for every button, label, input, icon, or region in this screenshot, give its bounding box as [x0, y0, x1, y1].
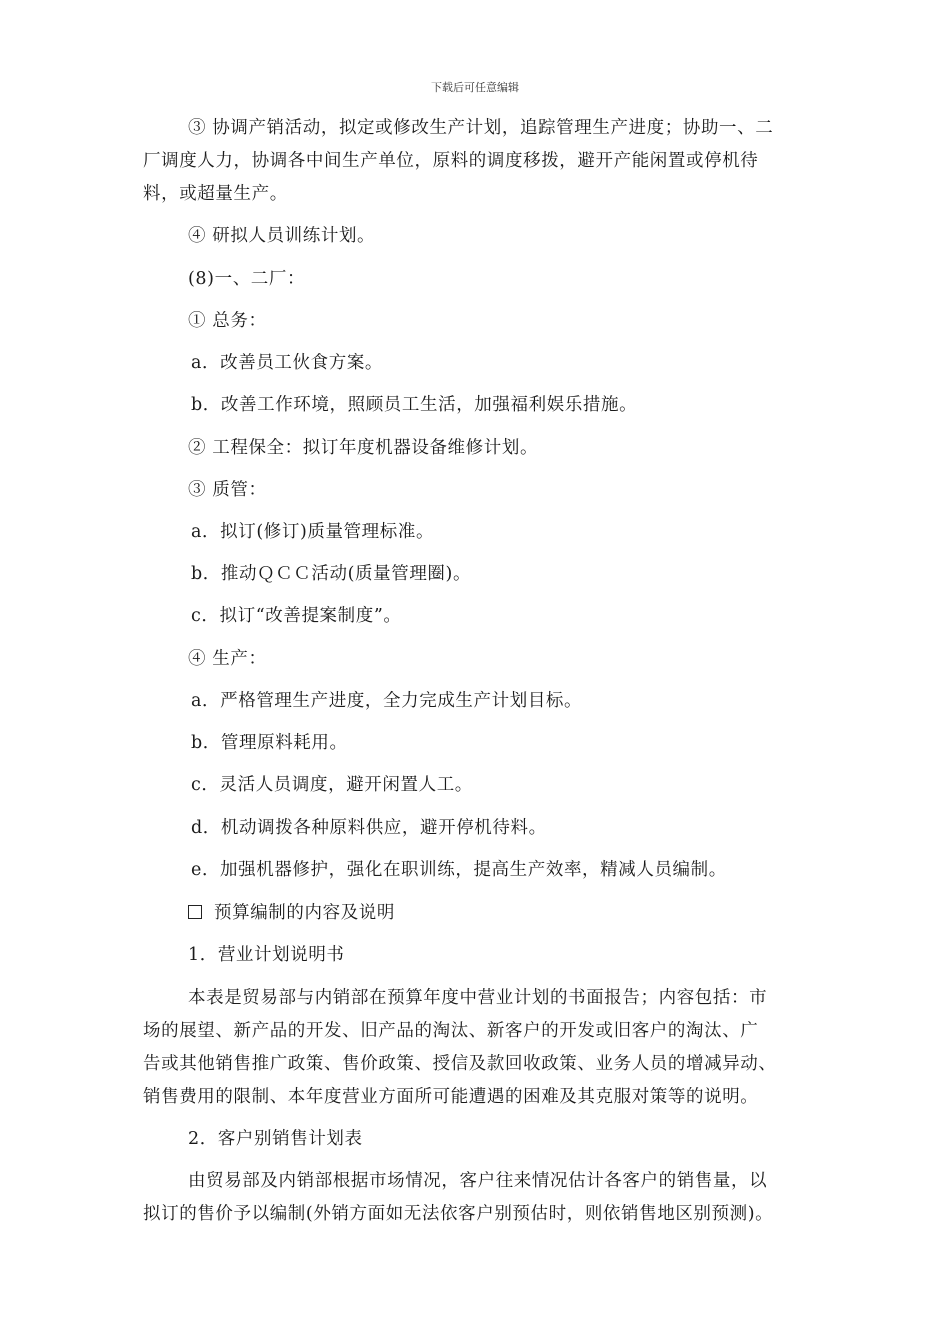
paragraph-line: 场的展望、新产品的开发、旧产品的淘汰、新客户的开发或旧客户的淘汰、广 [143, 1021, 759, 1041]
list-item: a．严格管理生产进度，全力完成生产计划目标。 [191, 691, 583, 711]
paragraph-line: ③ 协调产销活动，拟定或修改生产计划，追踪管理生产进度；协助一、二 [188, 118, 774, 138]
section-label: (8)一、二厂： [188, 269, 306, 289]
page-header: 下载后可任意编辑 [431, 81, 519, 94]
list-item: c．拟订“改善提案制度”。 [191, 606, 402, 626]
list-item: ① 总务： [188, 311, 267, 331]
subsection-title: 2．客户别销售计划表 [188, 1129, 363, 1149]
list-item: ② 工程保全：拟订年度机器设备维修计划。 [188, 438, 539, 458]
list-item: a．改善员工伙食方案。 [191, 353, 384, 373]
list-item: b．改善工作环境，照顾员工生活，加强福利娱乐措施。 [191, 395, 638, 415]
list-item: e．加强机器修护，强化在职训练，提高生产效率，精减人员编制。 [191, 860, 727, 880]
list-item: b．管理原料耗用。 [191, 733, 348, 753]
list-item: ③ 质管： [188, 480, 267, 500]
list-item: b．推动ＱＣＣ活动(质量管理圈)。 [191, 564, 472, 584]
paragraph-line: 厂调度人力，协调各中间生产单位，原料的调度移拨，避开产能闲置或停机待 [143, 151, 759, 171]
list-item: ④ 生产： [188, 649, 267, 669]
section-heading-text: 预算编制的内容及说明 [214, 903, 395, 923]
paragraph-line: 由贸易部及内销部根据市场情况，客户往来情况估计各客户的销售量，以 [188, 1171, 768, 1191]
subsection-title: 1．营业计划说明书 [188, 945, 345, 965]
paragraph-line: 拟订的售价予以编制(外销方面如无法依客户别预估时，则依销售地区别预测)。 [143, 1204, 774, 1224]
list-item: c．灵活人员调度，避开闲置人工。 [191, 775, 473, 795]
paragraph-line: 料，或超量生产。 [143, 184, 288, 204]
paragraph-line: 告或其他销售推广政策、售价政策、授信及款回收政策、业务人员的增减异动、 [143, 1054, 777, 1074]
checkbox-square-icon [188, 905, 202, 919]
paragraph-line: 本表是贸易部与内销部在预算年度中营业计划的书面报告；内容包括：市 [188, 988, 768, 1008]
list-item: ④ 研拟人员训练计划。 [188, 226, 376, 246]
paragraph-line: 销售费用的限制、本年度营业方面所可能遭遇的困难及其克服对策等的说明。 [143, 1087, 759, 1107]
section-heading [188, 902, 395, 924]
list-item: d．机动调拨各种原料供应，避开停机待料。 [191, 818, 547, 838]
list-item: a．拟订(修订)质量管理标准。 [191, 522, 435, 542]
